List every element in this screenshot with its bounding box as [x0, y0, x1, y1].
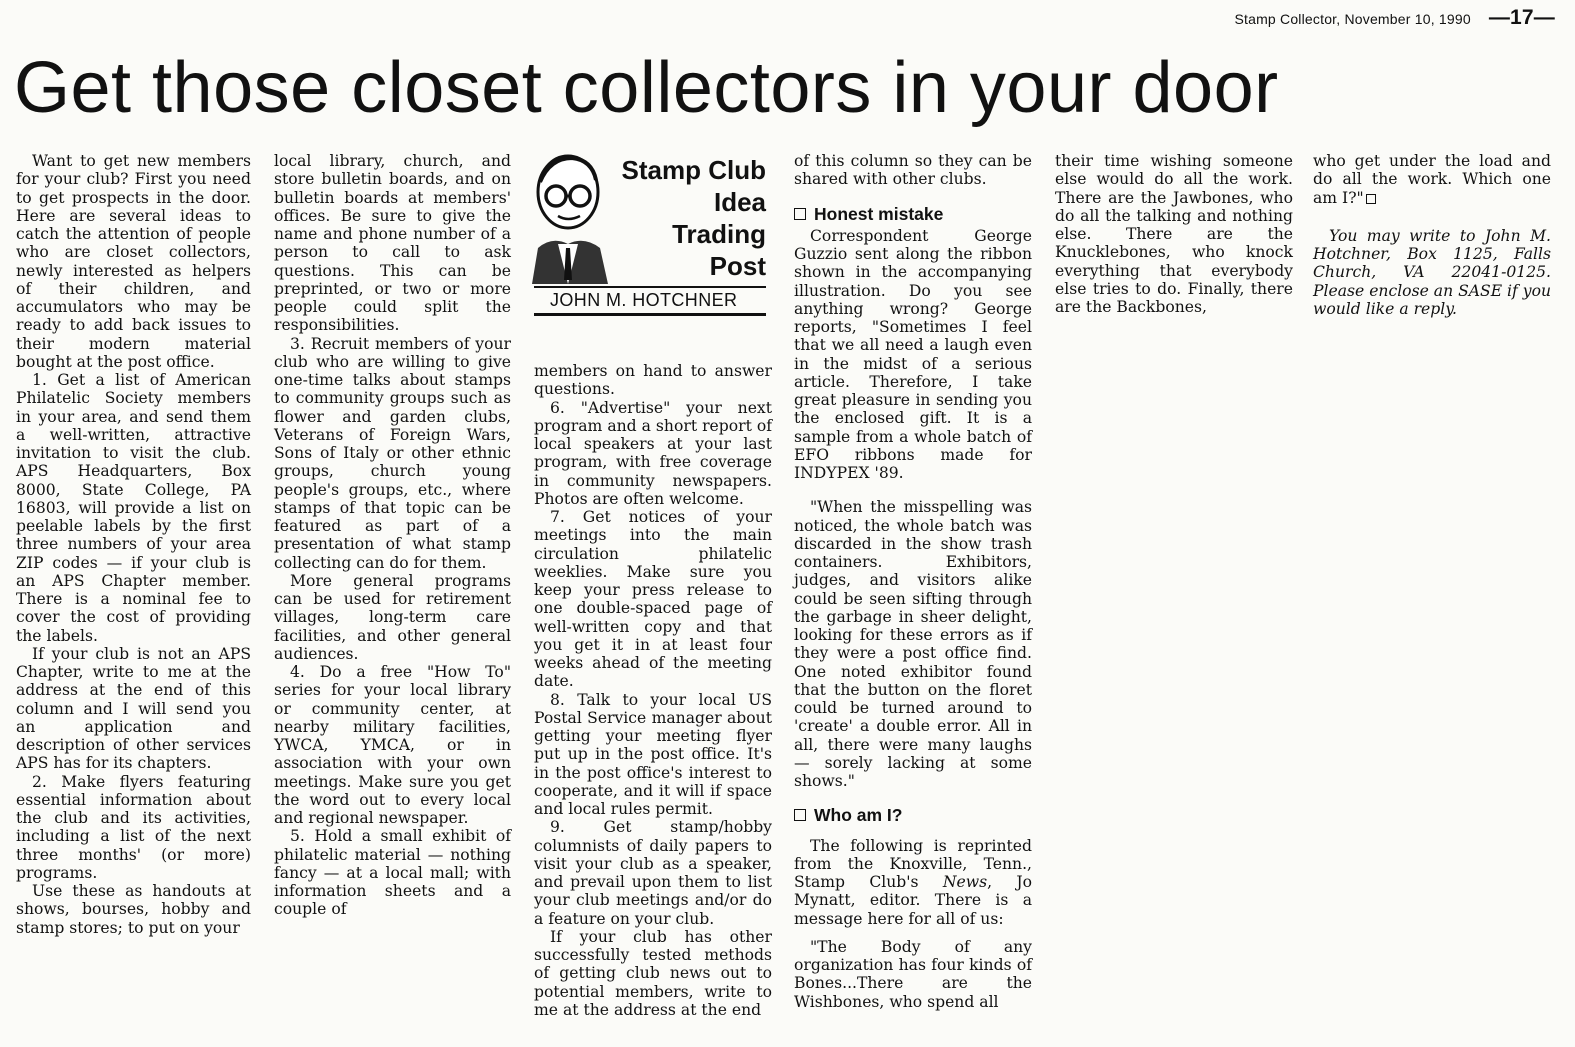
- paragraph: 6. "Advertise" your next program and a short report of local speakers at your last program, with free coverage in community newspapers. Photos are often welcome.: [534, 398, 772, 508]
- paragraph: More general programs can be used for retirement villages, long-term care facilities, and other general audiences.: [274, 571, 511, 663]
- column-3-body: [534, 362, 772, 1019]
- subhead-who-am-i: Who am I?: [794, 806, 1032, 824]
- checkbox-bullet-icon: [794, 208, 806, 220]
- contact-note: You may write to John M. Hotchner, Box 1125, Falls Church, VA 22041-0125. Please enclose an SASE if you would like a reply.: [1313, 226, 1551, 318]
- column-6: [1313, 152, 1551, 318]
- paragraph: 5. Hold a small exhibit of philatelic material — nothing fancy — at a local mall; with information sheets and a couple of: [274, 827, 511, 919]
- page-number: —17—: [1488, 6, 1555, 29]
- publication-dateline: Stamp Collector, November 10, 1990: [1234, 11, 1471, 27]
- paragraph: "The Body of any organization has four kinds of Bones...There are the Wishbones, who spend all: [794, 937, 1032, 1011]
- paragraph: 9. Get stamp/hobby columnists of daily papers to visit your club as a speaker, and prevail upon them to list your club meetings and/or do a feature on your club.: [534, 818, 772, 928]
- end-mark-icon: [1366, 194, 1376, 204]
- paragraph: If your club is not an APS Chapter, write to me at the address at the end of this column and I will send you an application and description of other services APS has for its chapters.: [16, 644, 251, 773]
- column-logo-title: Stamp Club Idea Trading Post: [621, 155, 766, 281]
- article-headline: Get those closet collectors in your door: [14, 48, 1279, 128]
- paragraph: Use these as handouts at shows, bourses, hobby and stamp stores; to put on your: [16, 882, 251, 937]
- paragraph: members on hand to answer questions.: [534, 362, 772, 399]
- column-1: [16, 152, 251, 937]
- paragraph: 2. Make flyers featuring essential information about the club and its activities, including a list of the next three months' (or more) programs.: [16, 772, 251, 882]
- column-5: [1055, 152, 1293, 316]
- author-byline: JOHN M. HOTCHNER: [534, 286, 766, 316]
- columnist-portrait-icon: [528, 152, 618, 284]
- paragraph: 4. Do a free "How To" series for your local library or community center, at nearby military facilities, YWCA, YMCA, or in association with your own meetings. Make sure you get the word out to every local and regional newspaper.: [274, 663, 511, 827]
- paragraph: local library, church, and store bulletin boards, and on bulletin boards at members' offices. Be sure to give the name and phone number of a person to call to ask questions. This can be preprinted, or two or more people could split the responsibilities.: [274, 152, 511, 335]
- paragraph: their time wishing someone else would do all the work. There are the Jawbones, who do all the talking and nothing else. There are the Knucklebones, who knock everything that everybody else tries to do. Finally, there are the Backbones,: [1055, 152, 1293, 316]
- paragraph: 7. Get notices of your meetings into the main circulation philatelic weeklies. Make sure you keep your press release to one double-spaced page of well-written copy and that you get it in at least four weeks ahead of the meeting date.: [534, 508, 772, 691]
- checkbox-bullet-icon: [794, 809, 806, 821]
- column-4: [794, 152, 1032, 1011]
- paragraph: Want to get new members for your club? First you need to get prospects in the door. Here are several ideas to catch the attention of people who are closet collectors, newly interested as helpers of their children, and accumulators who may be ready to add back issues to their modern material bought at the post office.: [16, 152, 251, 371]
- paragraph: "When the misspelling was noticed, the whole batch was discarded in the show trash containers. Exhibitors, judges, and visitors alike could be seen sifting through the garbage in sheer delight, looking for these errors as if they were a post office find. One noted exhibitor found that the button on the floret could be turned around to 'create' a double error. All in all, there were many laughs — sorely lacking at some shows.": [794, 498, 1032, 790]
- paragraph: 3. Recruit members of your club who are willing to give one-time talks about stamps to community groups such as flower and garden clubs, Veterans of Foreign Wars, Sons of Italy or other ethnic groups, church young people's groups, etc., where stamps of that topic can be featured as part of a presentation of what stamp collecting can do for them.: [274, 334, 511, 572]
- column-2: [274, 152, 511, 919]
- column-3: [534, 152, 772, 1019]
- paragraph: 8. Talk to your local US Postal Service manager about getting your meeting flyer put up in the post office. It's in the post office's interest to cooperate, and it will if space and local rules permit.: [534, 690, 772, 818]
- subhead-honest-mistake: Honest mistake: [794, 205, 1032, 223]
- column-logo: [534, 152, 772, 324]
- paragraph: who get under the load and do all the work. Which one am I?": [1313, 152, 1551, 207]
- paragraph: If your club has other successfully tested methods of getting club news out to potential members, write to me at the address at the end: [534, 927, 772, 1019]
- paragraph: Correspondent George Guzzio sent along the ribbon shown in the accompanying illustration. Do you see anything wrong? George reports, "Sometimes I feel that we all need a laugh even in the midst of a serious article. Therefore, I take great pleasure in sending you the enclosed gift. It is a sample from a whole batch of EFO ribbons made for INDYPEX '89.: [794, 226, 1032, 482]
- paragraph: of this column so they can be shared with other clubs.: [794, 152, 1032, 189]
- page-header: [1234, 6, 1555, 30]
- paragraph: The following is reprinted from the Knoxville, Tenn., Stamp Club's News, Jo Mynatt, editor. There is a message here for all of us:: [794, 836, 1032, 928]
- paragraph: 1. Get a list of American Philatelic Society members in your area, and send them a well-written, attractive invitation to visit the club. APS Headquarters, Box 8000, State College, PA 16803, will provide a list on peelable labels by the first three numbers of your area ZIP codes — if your club is an APS Chapter member. There is a nominal fee to cover the cost of providing the labels.: [16, 371, 251, 645]
